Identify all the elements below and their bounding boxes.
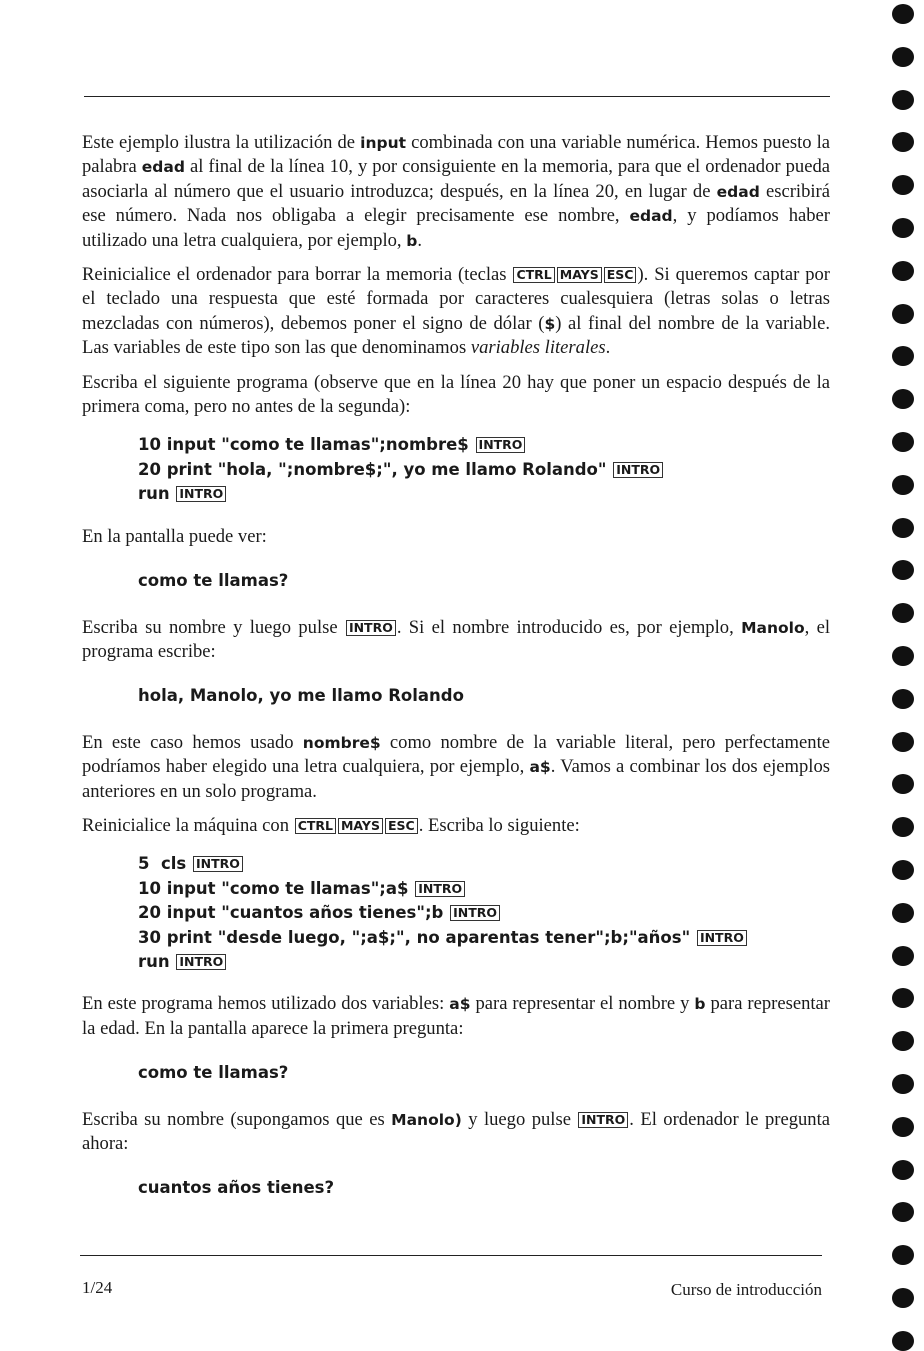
code-line — [138, 852, 830, 876]
body-text — [82, 131, 830, 1223]
keyboard-key: INTRO — [176, 954, 226, 970]
code-line — [138, 926, 830, 950]
binder-hole — [892, 475, 914, 495]
code-text: 5 cls — [138, 854, 192, 874]
binder-hole — [892, 646, 914, 666]
keyword: edad — [141, 158, 185, 177]
code-line — [138, 901, 830, 925]
section-title: Curso de introducción — [670, 1280, 822, 1299]
binder-hole — [892, 903, 914, 923]
footer-rule — [80, 1255, 822, 1256]
keyboard-key: ESC — [385, 818, 418, 834]
binder-hole — [892, 1117, 914, 1137]
keyboard-key: CTRL — [295, 818, 336, 834]
keyword: a$ — [449, 995, 471, 1014]
paragraph: Escriba su nombre (supongamos que es Manolo) y luego pulse INTRO . El ordenador le pregunta ahora: — [82, 1108, 830, 1154]
paragraph: Este ejemplo ilustra la utilización de input combinada con una variable numérica. Hemos puesto la palabra edad al final de la línea 10, y por consiguiente en la memoria, para que el ordenador pueda asociarla al número que el usuario introduzca; después, en la línea 20, en lugar de edad escribirá ese número. Nada nos obligaba a elegir precisamente ese nombre, edad, y podíamos haber utilizado una letra cualquiera, por ejemplo, b. — [82, 132, 831, 251]
binder-hole — [892, 1031, 914, 1051]
keyboard-key: INTRO — [613, 462, 663, 478]
code-line — [138, 877, 830, 901]
keyword: $ — [544, 314, 556, 333]
binder-hole — [892, 261, 914, 281]
keyboard-key: CTRL — [513, 267, 554, 283]
binder-hole — [892, 732, 914, 752]
binder-hole — [892, 560, 914, 580]
keyword: b — [406, 231, 418, 250]
code-text: run — [138, 484, 176, 504]
header-rule — [84, 96, 830, 97]
keyword: b — [694, 995, 706, 1014]
keyboard-key: INTRO — [415, 881, 465, 897]
code-text: run — [138, 951, 176, 971]
paragraph: Escriba su nombre y luego pulse INTRO . Si el nombre introducido es, por ejemplo, Manolo, el programa escribe: — [82, 616, 830, 662]
binder-hole — [892, 432, 914, 452]
keyboard-key: MAYS — [557, 267, 602, 283]
binder-hole — [892, 689, 914, 709]
binder-hole — [892, 1288, 914, 1308]
binder-hole — [892, 774, 914, 794]
paragraph: Escriba el siguiente programa (observe que en la línea 20 hay que poner un espacio después de la primera coma, pero no antes de la segunda): — [82, 371, 830, 418]
binder-hole — [892, 817, 914, 837]
paragraph: En este caso hemos usado nombre$ como nombre de la variable literal, pero perfectamente podríamos haber elegido una letra cualquiera, por ejemplo, a$. Vamos a combinar los dos ejemplos anteriores en un solo programa. — [82, 731, 830, 802]
keyboard-key: INTRO — [346, 620, 396, 636]
keyboard-key: INTRO — [193, 856, 243, 872]
binder-hole — [892, 1202, 914, 1222]
paragraph: En este programa hemos utilizado dos variables: a$ para representar el nombre y b para representar la edad. En la pantalla aparece la primera pregunta: — [82, 993, 831, 1039]
binder-hole — [892, 518, 914, 538]
binder-hole — [892, 946, 914, 966]
keyboard-key: ESC — [604, 267, 637, 283]
keyword: edad — [629, 207, 673, 226]
paragraph: Reinicialice el ordenador para borrar la memoria (teclas CTRL MAYS ESC ). Si queremos captar por el teclado una respuesta que esté formada por caracteres cualesquiera (letras solas o letras mezcladas con números), debemos poner el signo de dólar ($) al final del nombre de la variable. Las variables de este tipo son las que denominamos variables literales. — [82, 264, 830, 359]
code-text: 20 input "cuantos años tienes";b — [138, 903, 450, 923]
binder-hole — [892, 132, 914, 152]
code-line — [138, 482, 830, 506]
binder-hole — [892, 4, 914, 24]
program-listing-1 — [138, 433, 830, 506]
keyword: edad — [716, 182, 760, 201]
keyboard-key: INTRO — [176, 486, 226, 502]
binder-hole — [892, 988, 914, 1008]
keyword: nombre$ — [302, 733, 381, 752]
page-number: 1/24 — [82, 1278, 113, 1297]
keyword: Manolo — [741, 618, 805, 637]
binder-hole — [892, 1245, 914, 1265]
code-line — [138, 458, 830, 482]
keyboard-key: INTRO — [450, 905, 500, 921]
screen-output: como te llamas? — [138, 1063, 289, 1083]
code-text: 30 print "desde luego, ";a$;", no aparentas tener";b;"años" — [138, 927, 696, 947]
binder-hole — [892, 47, 914, 67]
binder-hole — [892, 389, 914, 409]
binder-hole — [892, 1074, 914, 1094]
code-text: 20 print "hola, ";nombre$;", yo me llamo Rolando" — [138, 459, 613, 479]
binder-holes — [892, 0, 924, 1334]
binder-hole — [892, 1160, 914, 1180]
screen-output: como te llamas? — [138, 571, 289, 591]
binder-hole — [892, 90, 914, 110]
keyboard-key: INTRO — [578, 1112, 628, 1128]
binder-hole — [892, 860, 914, 880]
binder-hole — [892, 304, 914, 324]
keyboard-key: MAYS — [338, 818, 383, 834]
paragraph: Reinicialice la máquina con CTRL MAYS ESC . Escriba lo siguiente: — [82, 814, 580, 836]
screen-output: hola, Manolo, yo me llamo Rolando — [138, 686, 464, 706]
code-line — [138, 433, 830, 457]
screen-output: cuantos años tienes? — [138, 1178, 335, 1198]
code-line — [138, 950, 830, 974]
binder-hole — [892, 218, 914, 238]
emphasis: variables literales — [470, 337, 606, 359]
binder-hole — [892, 175, 914, 195]
binder-hole — [892, 603, 914, 623]
keyboard-key: INTRO — [697, 930, 747, 946]
code-text: 10 input "como te llamas";nombre$ — [138, 435, 475, 455]
binder-hole — [892, 346, 914, 366]
keyword: Manolo) — [391, 1110, 462, 1129]
keyword: input — [360, 134, 407, 152]
code-text: 10 input "como te llamas";a$ — [138, 878, 415, 898]
keyboard-key: INTRO — [476, 437, 526, 453]
keyword: a$ — [529, 758, 551, 777]
paragraph: En la pantalla puede ver: — [82, 525, 267, 547]
program-listing-2 — [138, 852, 830, 974]
